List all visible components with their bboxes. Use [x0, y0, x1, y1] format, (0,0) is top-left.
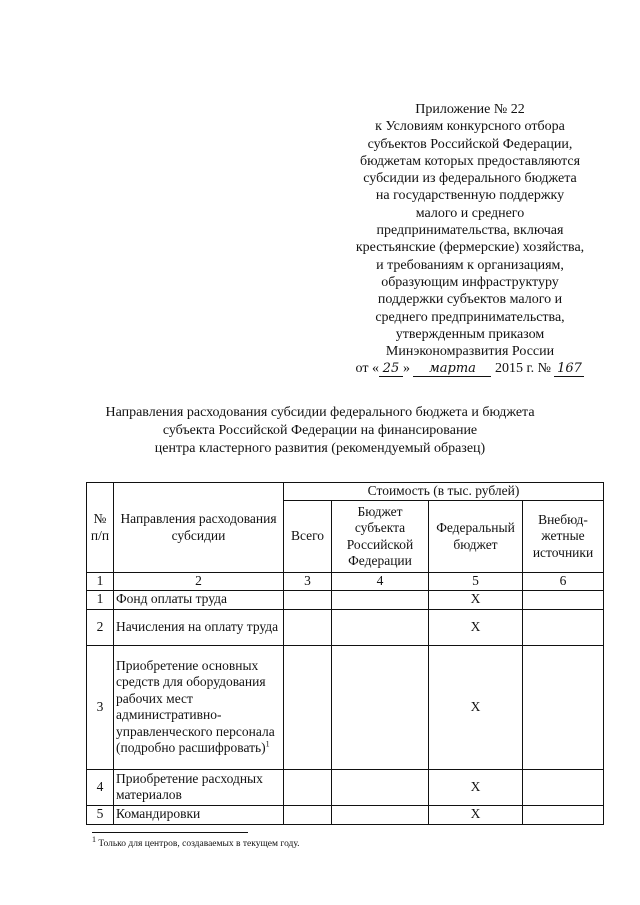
order-month: марта [413, 362, 491, 377]
title-line: субъекта Российской Федерации на финансирование [162, 423, 478, 438]
appendix-line: образующим инфраструктуру [381, 274, 559, 290]
column-number: 5 [429, 573, 523, 591]
appendix-line: и требованиям к организациям, [376, 257, 564, 273]
header-num: № п/п [87, 483, 114, 573]
row-extra [523, 769, 604, 805]
row-num: 4 [87, 769, 114, 805]
table-row [87, 805, 604, 824]
table-row [87, 609, 604, 645]
footnote-mark: 1 [92, 834, 96, 844]
appendix-line: субсидии из федерального бюджета [363, 171, 577, 187]
column-number: 3 [284, 573, 332, 591]
appendix-line: среднего предпринимательства, [375, 309, 565, 325]
row-extra [523, 609, 604, 645]
column-number: 1 [87, 573, 114, 591]
row-total [284, 805, 332, 824]
row-total [284, 645, 332, 769]
appendix-line: поддержки субъектов малого и [377, 292, 563, 308]
appendix-line: Приложение № 22 [415, 102, 525, 117]
column-number: 4 [332, 573, 429, 591]
row-regional [332, 805, 429, 824]
header-direction: Направления расходования субсидии [114, 483, 284, 573]
order-prefix: от « [355, 361, 379, 377]
appendix-line: малого и среднего [415, 205, 525, 221]
title-line: центра кластерного развития (рекомендуемый образец) [154, 441, 486, 456]
header-regional: Бюджет субъекта Российской Федерации [332, 501, 429, 573]
table-row [87, 590, 604, 609]
row-num: 2 [87, 609, 114, 645]
row-extra [523, 805, 604, 824]
document-title [80, 404, 560, 458]
row-name: Командировки [114, 805, 284, 824]
row-extra [523, 590, 604, 609]
header-total: Всего [284, 501, 332, 573]
row-federal: X [429, 590, 523, 609]
appendix-line: бюджетам которых предоставляются [359, 153, 581, 169]
order-line [330, 360, 610, 377]
appendix-line: предпринимательства, включая [376, 223, 564, 239]
appendix-line: крестьянские (фермерские) хозяйства, [355, 240, 585, 256]
appendix-line: Минэкономразвития России [385, 344, 555, 360]
row-name [114, 645, 284, 769]
row-federal: X [429, 609, 523, 645]
row-regional [332, 609, 429, 645]
appendix-block [330, 101, 610, 378]
row-regional [332, 645, 429, 769]
row-num: 3 [87, 645, 114, 769]
row-federal: X [429, 645, 523, 769]
header-cost-group: Стоимость (в тыс. рублей) [284, 483, 604, 501]
row-total [284, 769, 332, 805]
row-regional [332, 590, 429, 609]
table-row [87, 769, 604, 805]
row-name: Фонд оплаты труда [114, 590, 284, 609]
row-num: 5 [87, 805, 114, 824]
table-row [87, 645, 604, 769]
row-num: 1 [87, 590, 114, 609]
row-extra [523, 645, 604, 769]
footnote-divider [92, 832, 248, 833]
appendix-line: к Условиям конкурсного отбора [375, 119, 565, 135]
row-name: Приобретение расходных материалов [114, 769, 284, 805]
row-regional [332, 769, 429, 805]
title-line: Направления расходования субсидии федерального бюджета и бюджета [105, 405, 535, 420]
row-name-text: Приобретение основных средств для оборудования рабочих мест административно-управленческого персонала (подробно расшифровать) [116, 657, 275, 755]
row-federal: X [429, 805, 523, 824]
row-name: Начисления на оплату труда [114, 609, 284, 645]
row-federal: X [429, 769, 523, 805]
order-year: 2015 г. № [494, 361, 551, 377]
order-mid: » [402, 361, 410, 377]
footnote [92, 834, 300, 850]
header-federal: Федеральный бюджет [429, 501, 523, 573]
column-number: 6 [523, 573, 604, 591]
row-total [284, 590, 332, 609]
appendix-line: утвержденным приказом [395, 326, 545, 342]
subsidy-table [86, 482, 604, 825]
order-number: 167 [554, 362, 584, 377]
row-total [284, 609, 332, 645]
header-extra: Внебюд-жетные источники [523, 501, 604, 573]
footnote-text: Только для центров, создаваемых в текущем году. [98, 839, 300, 849]
column-number: 2 [114, 573, 284, 591]
appendix-line: на государственную поддержку [375, 188, 565, 204]
appendix-line: субъектов Российской Федерации, [367, 136, 573, 152]
order-day: 25 [379, 362, 403, 377]
footnote-ref: 1 [265, 739, 270, 749]
